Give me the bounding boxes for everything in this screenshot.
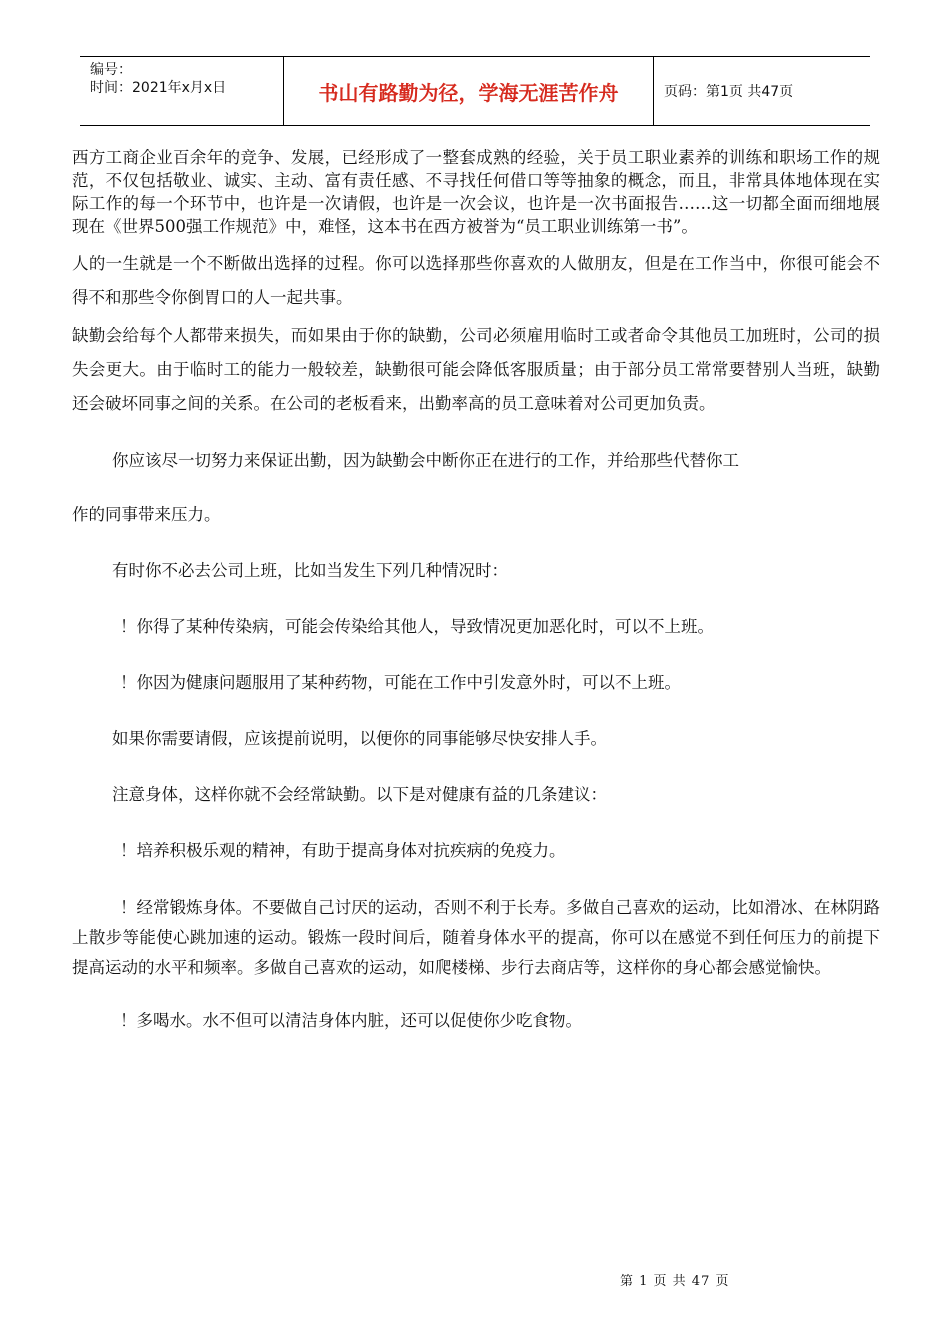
footer-page-number: 第 1 页 共 47 页 [620, 1274, 730, 1289]
motto-text: 书山有路勤为径，学海无涯苦作舟 [318, 80, 619, 105]
paragraph-attendance-2: 作的同事带来压力。 [72, 505, 221, 524]
paragraph-health-tips: 注意身体，这样你就不会经常缺勤。以下是对健康有益的几条建议： [112, 785, 607, 804]
header-motto-cell [284, 57, 654, 125]
list-item-contagious: ！你得了某种传染病，可能会传染给其他人，导致情况更加恶化时，可以不上班。 [120, 617, 714, 636]
document-body [72, 146, 880, 1033]
paragraph-intro: 西方工商企业百余年的竞争、发展，已经形成了一整套成熟的经验，关于员工职业素养的训练和职场工作的规范，不仅包括敬业、诚实、主动、富有责任感、不寻找任何借口等等抽象的概念，而且，非常具体地体现在实际工作的每一个环节中，也许是一次请假，也许是一次会议，也许是一次书面报告……这一切都全面而细地展现在《世界500强工作规范》中，难怪，这本书在西方被誉为“员工职业训练第一书”。 [72, 148, 880, 236]
paragraph-choice: 人的一生就是一个不断做出选择的过程。你可以选择那些你喜欢的人做朋友，但是在工作当中，你很可能会不得不和那些令你倒胃口的人一起共事。 [72, 254, 880, 307]
header-meta-cell [80, 57, 284, 125]
time-label: 时间：2021年x月x日 [90, 80, 227, 96]
paragraph-absence-loss: 缺勤会给每个人都带来损失，而如果由于你的缺勤，公司必须雇用临时工或者命令其他员工加班时，公司的损失会更大。由于临时工的能力一般较差，缺勤很可能会降低客服质量；由于部分员工常常要替别人当班，缺勤还会破坏同事之间的关系。在公司的老板看来，出勤率高的员工意味着对公司更加负责。 [72, 326, 880, 413]
header-table [80, 56, 870, 126]
header-page-cell [654, 57, 870, 125]
paragraph-leave-notice: 如果你需要请假，应该提前说明，以便你的同事能够尽快安排人手。 [112, 729, 607, 748]
paragraph-exceptions: 有时你不必去公司上班，比如当发生下列几种情况时： [112, 561, 508, 580]
paragraph-attendance-1: 你应该尽一切努力来保证出勤，因为缺勤会中断你正在进行的工作，并给那些代替你工 [112, 451, 739, 470]
list-item-water: ！多喝水。水不但可以清洁身体内脏，还可以促使你少吃食物。 [120, 1011, 582, 1030]
page-info: 页码：第1页 共47页 [664, 84, 794, 100]
list-item-optimism: ！培养积极乐观的精神，有助于提高身体对抗疾病的免疫力。 [120, 841, 566, 860]
list-item-medication: ！你因为健康问题服用了某种药物，可能在工作中引发意外时，可以不上班。 [120, 673, 681, 692]
number-label: 编号： [90, 62, 132, 78]
list-item-exercise: ！经常锻炼身体。不要做自己讨厌的运动，否则不利于长寿。多做自己喜欢的运动，比如滑冰、在林阴路上散步等能使心跳加速的运动。锻炼一段时间后，随着身体水平的提高，你可以在感觉不到任何压力的前提下提高运动的水平和频率。多做自己喜欢的运动，如爬楼梯、步行去商店等，这样你的身心都会感觉愉快。 [72, 898, 880, 977]
